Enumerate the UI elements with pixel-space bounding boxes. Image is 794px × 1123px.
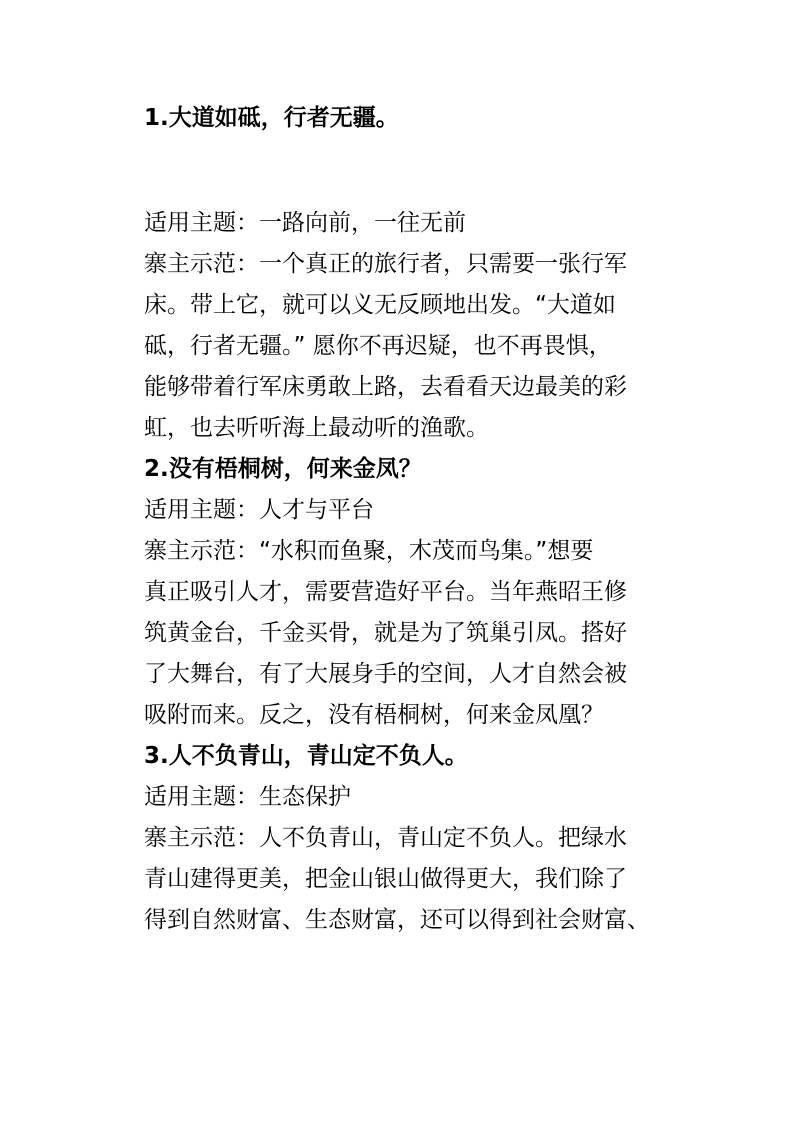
- spacer: [144, 139, 656, 203]
- example-line: 青山建得更美，把金山银山做得更大，我们除了: [144, 866, 627, 892]
- example-line: 虹，也去听听海上最动听的渔歌。: [144, 415, 489, 441]
- example-line: 能够带着行军床勇敢上路，去看看天边最美的彩: [144, 374, 627, 400]
- section-heading-1: 1.大道如砥，行者无疆。: [144, 105, 399, 131]
- example-line: 得到自然财富、生态财富，还可以得到社会财富、: [144, 907, 650, 933]
- example-line: 寨主示范：人不负青山，青山定不负人。把绿水: [144, 825, 627, 851]
- example-line: 真正吸引人才，需要营造好平台。当年燕昭王修: [144, 579, 627, 605]
- section-heading-2: 2.没有梧桐树，何来金凤？: [144, 456, 422, 482]
- document-body: [144, 98, 656, 941]
- theme-line-3: 适用主题：生态保护: [144, 784, 351, 810]
- example-line: 寨主示范：一个真正的旅行者，只需要一张行军: [144, 251, 627, 277]
- section-heading-3: 3.人不负青山，青山定不负人。: [144, 743, 468, 769]
- example-line: 砥，行者无疆。” 愿你不再迟疑，也不再畏惧，: [144, 333, 612, 359]
- example-line: 筑黄金台，千金买骨，就是为了筑巢引凤。搭好: [144, 620, 627, 646]
- example-line: 了大舞台，有了大展身手的空间，人才自然会被: [144, 661, 627, 687]
- theme-line-2: 适用主题：人才与平台: [144, 497, 374, 523]
- example-line: 床。带上它，就可以义无反顾地出发。“大道如: [144, 292, 616, 318]
- theme-line-1: 适用主题：一路向前，一往无前: [144, 210, 466, 236]
- example-line: 吸附而来。反之，没有梧桐树，何来金凤凰？: [144, 702, 604, 728]
- example-line: 寨主示范：“水积而鱼聚，木茂而鸟集。”想要: [144, 538, 594, 564]
